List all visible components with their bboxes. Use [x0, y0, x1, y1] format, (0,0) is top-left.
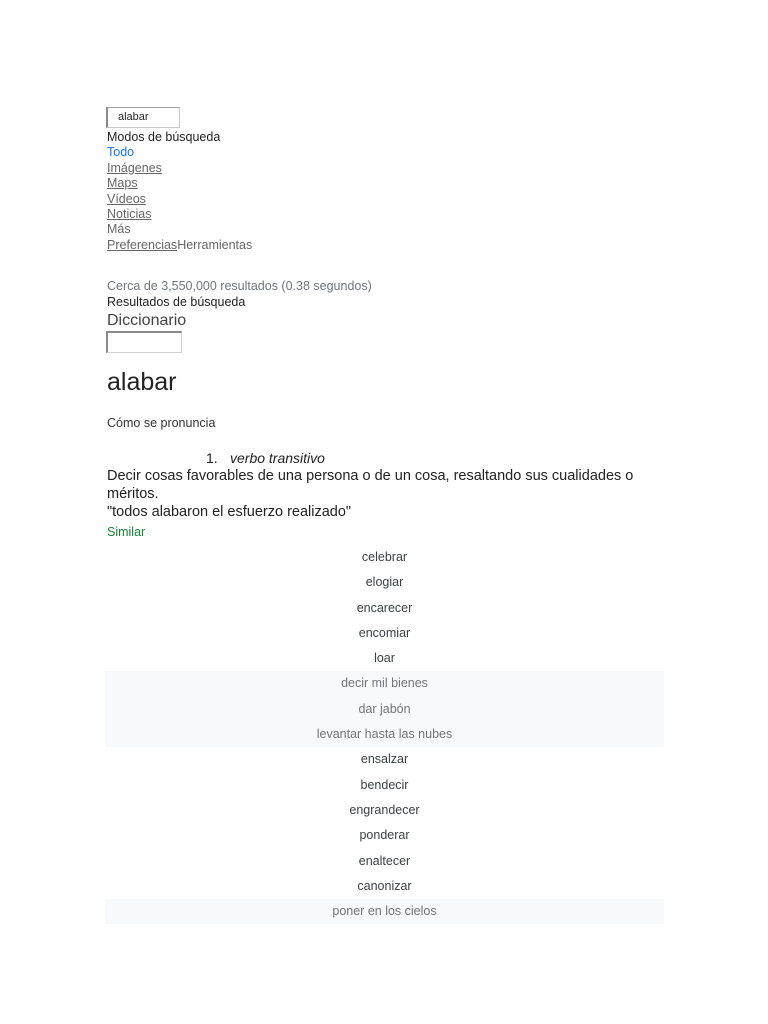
synonym-item: decir mil bienes [105, 671, 664, 696]
synonym-item[interactable]: encomiar [358, 625, 411, 640]
synonym-item[interactable]: bendecir [360, 777, 409, 792]
synonym-item: dar jabón [105, 697, 664, 722]
dictionary-title: Diccionario [107, 312, 187, 329]
synonym-item[interactable]: loar [374, 651, 395, 666]
synonym-item[interactable]: elogiar [365, 575, 404, 590]
mode-todo[interactable]: Todo [107, 145, 135, 160]
synonym-item[interactable]: celebrar [361, 550, 408, 564]
synonym-item[interactable]: canonizar [357, 878, 412, 893]
tools-button[interactable]: Herramientas [177, 237, 253, 252]
example-text: "todos alabaron el esfuerzo realizado" [107, 504, 352, 520]
synonym-item: levantar hasta las nubes [105, 722, 664, 747]
search-modes [107, 130, 252, 253]
synonym-item[interactable]: enaltecer [358, 853, 411, 868]
sense-number: 1. [206, 450, 218, 466]
mode-noticias[interactable]: Noticias [107, 207, 152, 222]
results-heading: Resultados de búsqueda [107, 295, 246, 309]
search-modes-title: Modos de búsqueda [107, 130, 221, 144]
part-of-speech: verbo transitivo [230, 450, 325, 466]
similar-label: Similar [107, 525, 146, 539]
definition-text: Decir cosas favorables de una persona o de un cosa, resaltando sus cualidades o méritos. [107, 468, 634, 502]
synonym-item[interactable]: ensalzar [360, 752, 409, 767]
search-input[interactable]: alabar [106, 107, 180, 128]
result-stats: Cerca de 3,550,000 resultados (0.38 segundos) [107, 279, 372, 293]
synonym-item: poner en los cielos [105, 899, 664, 924]
preferences-link[interactable]: Preferencias [107, 237, 178, 252]
pronounce-link[interactable]: Cómo se pronuncia [107, 416, 216, 430]
synonym-item[interactable]: engrandecer [349, 802, 420, 817]
dictionary-input[interactable] [106, 331, 182, 353]
mode-maps[interactable]: Maps [107, 176, 138, 191]
mode-mas[interactable]: Más [107, 222, 131, 237]
mode-videos[interactable]: Vídeos [107, 191, 146, 206]
synonym-item[interactable]: encarecer [356, 600, 413, 615]
dictionary-word: alabar [107, 368, 177, 396]
synonym-item[interactable]: ponderar [359, 828, 410, 843]
mode-imagenes[interactable]: Imágenes [107, 160, 162, 175]
synonym-list [105, 545, 664, 924]
